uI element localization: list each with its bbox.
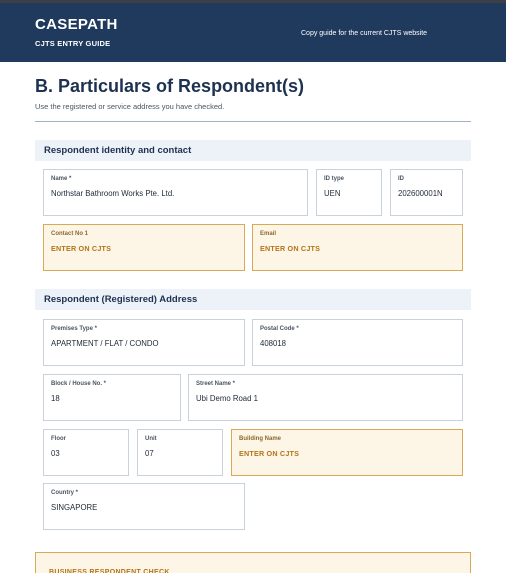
section-identity-title: Respondent identity and contact	[44, 145, 192, 156]
postal-code-value: 408018	[260, 339, 287, 348]
block-value: 18	[51, 394, 60, 403]
name-value: Northstar Bathroom Works Pte. Ltd.	[51, 189, 175, 198]
unit-label: Unit	[145, 436, 157, 442]
postal-code-label: Postal Code *	[260, 326, 299, 332]
id-type-value: UEN	[324, 189, 341, 198]
id-type-label: ID type	[324, 176, 345, 182]
app-header	[0, 3, 506, 62]
block-label: Block / House No. *	[51, 381, 107, 387]
id-value: 202600001N	[398, 189, 443, 198]
email-label: Email	[260, 231, 277, 237]
building-name-label: Building Name	[239, 436, 282, 442]
section-address-title: Respondent (Registered) Address	[44, 294, 198, 305]
id-type-field[interactable]	[316, 169, 382, 216]
section-address-heading	[35, 289, 471, 310]
title-divider	[35, 121, 471, 122]
contact-field[interactable]	[43, 224, 245, 271]
id-field[interactable]	[390, 169, 463, 216]
contact-label: Contact No 1	[51, 231, 89, 237]
name-field[interactable]	[43, 169, 308, 216]
unit-field[interactable]	[137, 429, 223, 476]
premises-type-label: Premises Type *	[51, 326, 97, 332]
country-value: SINGAPORE	[51, 503, 98, 512]
brand-name[interactable]: CASEPATH	[35, 16, 118, 33]
business-respondent-check	[35, 552, 471, 573]
section-identity-heading	[35, 140, 471, 161]
floor-field[interactable]	[43, 429, 129, 476]
brand-subtitle: CJTS ENTRY GUIDE	[35, 39, 111, 48]
street-name-label: Street Name *	[196, 381, 236, 387]
floor-label: Floor	[51, 436, 66, 442]
unit-value: 07	[145, 449, 154, 458]
business-respondent-check-title: BUSINESS RESPONDENT CHECK	[49, 569, 170, 573]
email-field[interactable]	[252, 224, 463, 271]
email-value: ENTER ON CJTS	[260, 244, 321, 253]
block-field[interactable]	[43, 374, 181, 421]
contact-value: ENTER ON CJTS	[51, 244, 112, 253]
street-name-field[interactable]	[188, 374, 463, 421]
floor-value: 03	[51, 449, 60, 458]
page-subtitle: Use the registered or service address you have checked.	[35, 102, 225, 111]
country-field[interactable]	[43, 483, 245, 530]
id-label: ID	[398, 176, 404, 182]
country-label: Country *	[51, 490, 78, 496]
premises-type-value: APARTMENT / FLAT / CONDO	[51, 339, 159, 348]
postal-code-field[interactable]	[252, 319, 463, 366]
page-title: B. Particulars of Respondent(s)	[35, 76, 305, 96]
name-label: Name *	[51, 176, 72, 182]
header-note: Copy guide for the current CJTS website	[301, 30, 428, 37]
building-name-field[interactable]	[231, 429, 463, 476]
street-name-value: Ubi Demo Road 1	[196, 394, 258, 403]
premises-type-field[interactable]	[43, 319, 245, 366]
building-name-value: ENTER ON CJTS	[239, 449, 300, 458]
